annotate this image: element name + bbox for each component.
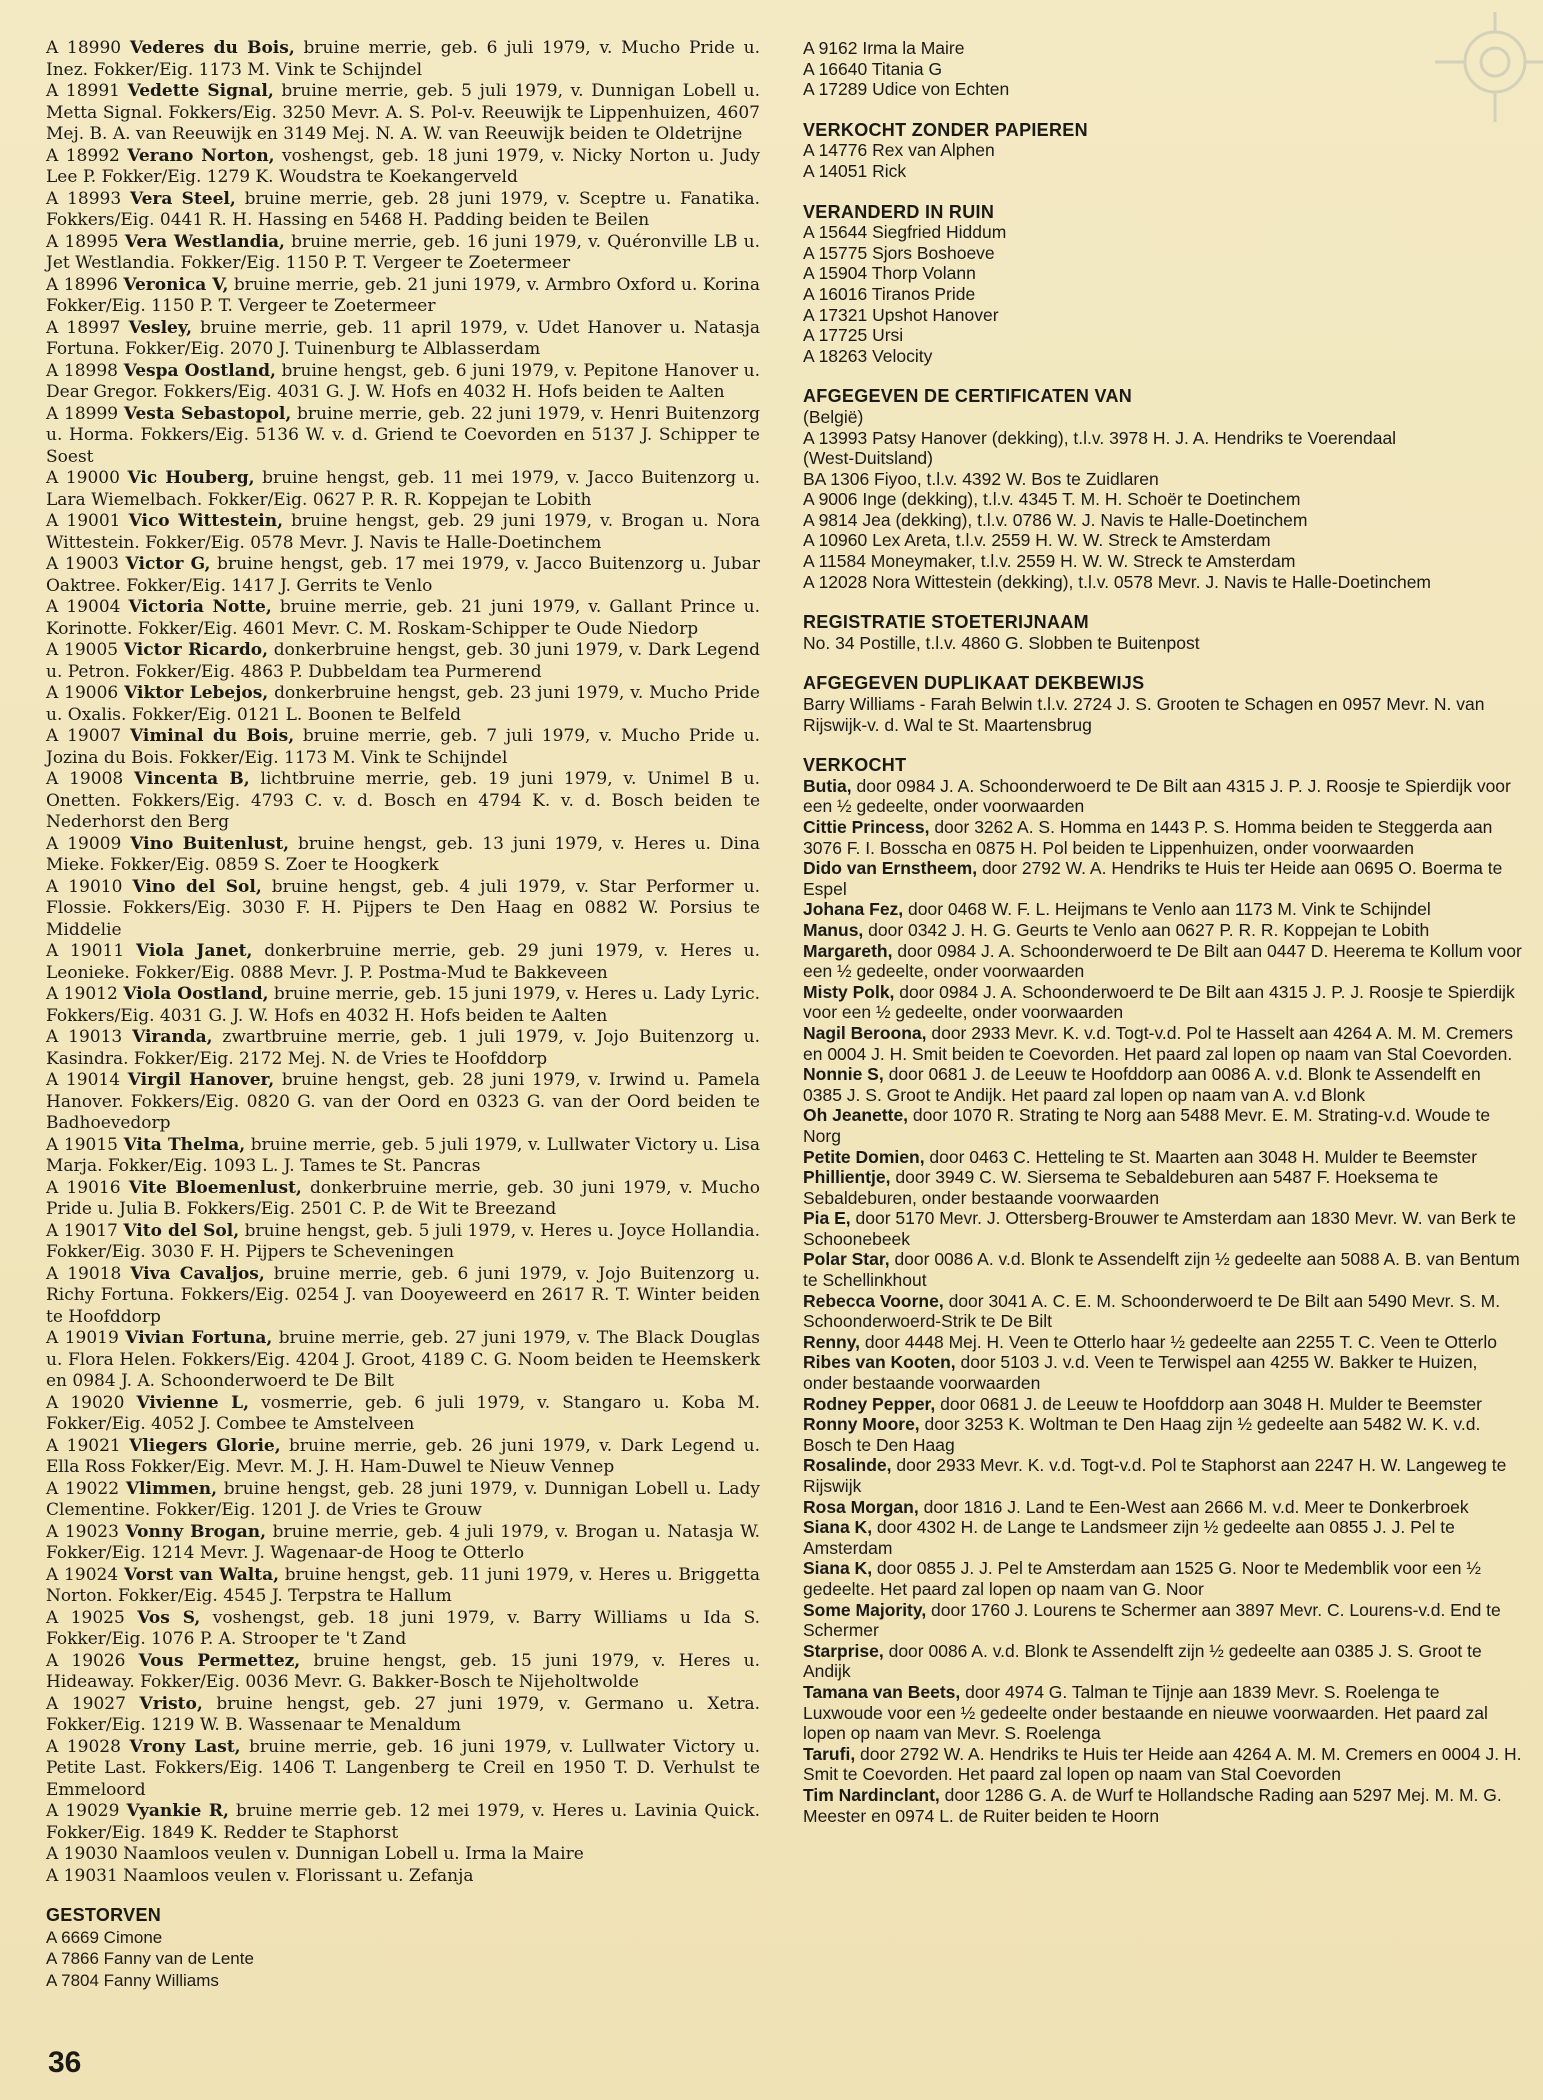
sale-entry [803, 1455, 1523, 1496]
certificaten-title: AFGEGEVEN DE CERTIFICATEN VAN [803, 386, 1133, 407]
sale-entry [803, 920, 1523, 941]
sale-details: door 2792 W. A. Hendriks te Huis ter Heide aan 0695 O. Boerma te Espel [803, 858, 1503, 899]
horse-name: Vino Buitenlust, [130, 833, 290, 854]
horse-name: Johana Fez, [803, 899, 904, 920]
registratie-title: REGISTRATIE STOETERIJNAAM [803, 612, 1089, 633]
sale-details: door 4448 Mej. H. Veen te Otterlo haar ½ gedeelte aan 2255 T. C. Veen te Otterlo [860, 1331, 1497, 1352]
horse-name: Misty Polk, [803, 981, 895, 1002]
registration-entry [46, 1866, 760, 1888]
registration-details: bruine hengst, geb. 13 juni 1979, v. Heres u. Dina Mieke. Fokker/Eig. 0859 S. Zoer te Hoogkerk [46, 833, 761, 875]
sale-details: door 0342 J. H. G. Geurts te Venlo aan 0627 P. R. R. Koppejan te Lobith [863, 919, 1430, 940]
registration-entry [46, 1264, 760, 1329]
sale-entry [803, 1517, 1523, 1558]
registration-details: bruine merrie, geb. 15 juni 1979, v. Heres u. Lady Lyric. Fokkers/Eig. 4031 G. J. W. Hofs en 4032 H. Hofs beiden te Aalten [46, 984, 761, 1026]
list-item: A 15644 Siegfried Hiddum [803, 222, 1007, 243]
list-item: A 17289 Udice von Echten [803, 79, 1010, 100]
sale-entry [803, 1291, 1523, 1332]
registration-number: A 19028 [46, 1736, 121, 1757]
registration-entry [46, 941, 760, 984]
list-item: A 6669 Cimone [46, 1927, 163, 1947]
verkocht-title: VERKOCHT [803, 755, 907, 776]
horse-name: Viminal du Bois, [129, 726, 295, 746]
registration-details: bruine hengst, geb. 29 juni 1979, v. Brogan u. Nora Wittestein. Fokker/Eig. 0578 Mevr. J. Navis te Halle-Doetinchem [46, 511, 760, 553]
registration-number: A 19020 [46, 1392, 125, 1413]
list-item: A 15904 Thorp Volann [803, 263, 976, 284]
registration-entry [46, 769, 760, 834]
sale-details: door 5103 J. v.d. Veen te Terwispel aan 4255 W. Bakker te Huizen, onder bestaande voorwaarden [803, 1352, 1478, 1394]
horse-name: Verano Norton, [127, 145, 275, 166]
registration-number: A 19024 [46, 1564, 119, 1585]
registration-entry [46, 554, 760, 597]
registration-entry [46, 683, 760, 726]
horse-name: Vyankie R, [126, 1801, 229, 1821]
list-item: A 16016 Tiranos Pride [803, 283, 976, 304]
horse-name: Some Majority, [803, 1599, 927, 1620]
sale-entry [803, 1641, 1523, 1682]
registration-number: A 19013 [46, 1027, 123, 1047]
registration-entry [46, 1522, 760, 1565]
registration-number: A 18991 [46, 81, 120, 101]
sale-entry [803, 982, 1523, 1023]
registration-entry [46, 597, 760, 640]
registration-details: bruine hengst, geb. 28 juni 1979, v. Irwind u. Pamela Hanover. Fokkers/Eig. 0820 G. van der Oord en 0323 G. van der Oord beiden te Badhoevedorp [46, 1070, 761, 1133]
horse-name: Vincenta B, [133, 769, 250, 789]
registration-entry [46, 1135, 760, 1178]
registration-number: A 19031 [46, 1865, 118, 1886]
sale-entry [803, 1208, 1523, 1249]
registration-number: A 19006 [46, 683, 119, 703]
registration-details: vosmerrie, geb. 6 juli 1979, v. Stangaro u. Koba M. Fokker/Eig. 4052 J. Combee te Amstelveen [46, 1392, 761, 1434]
registration-details: bruine hengst, geb. 6 juni 1979, v. Pepitone Hanover u. Dear Gregor. Fokkers/Eig. 4031 G. J. W. Hofs en 4032 H. Hofs beiden te Aalten [46, 360, 761, 402]
registration-number: A 18990 [46, 38, 122, 58]
sale-details: door 3262 A. S. Homma en 1443 P. S. Homma beiden te Steggerda aan 3076 F. I. Bosscha en 0875 H. Pol beiden te Lippenhuizen, onder voorwaarden [803, 817, 1493, 858]
registration-entry [46, 1737, 760, 1802]
horse-name: Nagil Beroona, [803, 1022, 927, 1043]
registration-number: A 19004 [46, 597, 121, 617]
registration-details: zwartbruine merrie, geb. 1 juli 1979, v. Jojo Buitenzorg u. Kasindra. Fokker/Eig. 2172 Mej. N. de Vries te Hoofddorp [46, 1027, 760, 1069]
sale-details: door 0086 A. v.d. Blonk te Assendelft zijn ½ gedeelte aan 5088 A. B. van Bentum te Schellinkhout [803, 1249, 1520, 1291]
registration-entry [46, 468, 760, 511]
horse-name: Vera Westlandia, [124, 231, 285, 252]
registration-entry [46, 1221, 760, 1264]
list-item: A 7804 Fanny Williams [46, 1970, 219, 1990]
sale-details: door 0086 A. v.d. Blonk te Assendelft zijn ½ gedeelte aan 0385 J. S. Groot te Andijk [803, 1640, 1482, 1682]
list-item: A 17321 Upshot Hanover [803, 304, 999, 325]
sale-details: door 0681 J. de Leeuw te Hoofddorp aan 3048 H. Mulder te Beemster [935, 1393, 1482, 1414]
registration-details: bruine merrie geb. 12 mei 1979, v. Heres u. Lavinia Quick. Fokker/Eig. 1849 K. Redder te Staphorst [46, 1801, 760, 1843]
list-item: A 11584 Moneymaker, t.l.v. 2559 H. W. W. Streck te Amsterdam [803, 551, 1296, 572]
sale-details: door 0855 J. J. Pel te Amsterdam aan 1525 G. Noor te Medemblik voor een ½ gedeelte. Het paard zal lopen op naam van G. Noor [803, 1558, 1481, 1599]
gestorven-section [46, 1905, 760, 1991]
sale-details: door 3253 K. Woltman te Den Haag zijn ½ gedeelte aan 5482 W. K. v.d. Bosch te Den Haag [803, 1414, 1481, 1455]
registration-entry [46, 1178, 760, 1221]
horse-name: Rosa Morgan, [803, 1496, 919, 1517]
registration-details: bruine hengst, geb. 17 mei 1979, v. Jacco Buitenzorg u. Jubar Oaktree. Fokker/Eig. 1417 J. Gerrits te Venlo [46, 554, 760, 596]
registration-details: bruine merrie, geb. 16 juni 1979, v. Lullwater Victory u. Petite Last. Fokkers/Eig. 1406 T. Langenberg te Creil en 1950 T. D. Verhulst te Emmeloord [46, 1736, 760, 1800]
sale-entry [803, 1332, 1523, 1353]
horse-name: Viola Oostland, [123, 984, 269, 1004]
horse-name: Cittie Princess, [803, 817, 930, 837]
horse-name: Renny, [803, 1331, 861, 1352]
registration-number: A 19021 [46, 1435, 121, 1456]
registration-number: A 19010 [46, 876, 123, 897]
horse-name: Tamana van Beets, [803, 1681, 961, 1702]
list-item: A 13993 Patsy Hanover (dekking), t.l.v. 3978 H. J. A. Hendriks te Voerendaal [803, 427, 1397, 448]
sale-details: door 3949 C. W. Siersema te Sebaldeburen aan 5487 F. Hoeksema te Sebaldeburen, onder bestaande voorwaarden [803, 1167, 1439, 1208]
horse-name: Victor Ricardo, [123, 640, 269, 660]
registration-entry [46, 726, 760, 769]
registration-entry [46, 38, 760, 81]
registration-entry [46, 1479, 760, 1522]
sale-details: door 0984 J. A. Schoonderwoerd te De Bilt aan 0447 D. Heerema te Kollum voor een ½ gedeelte, onder voorwaarden [803, 940, 1522, 982]
list-item: A 15775 Sjors Boshoeve [803, 242, 995, 263]
registration-details: bruine merrie, geb. 11 april 1979, v. Udet Hanover u. Natasja Fortuna. Fokker/Eig. 2070 J. Tuinenburg te Alblasserdam [46, 317, 760, 359]
registration-details: donkerbruine hengst, geb. 30 juni 1979, v. Dark Legend u. Petron. Fokker/Eig. 4863 P. Dubbeldam tea Purmerend [46, 640, 760, 682]
horse-name: Petite Domien, [803, 1146, 925, 1167]
list-item: A 17725 Ursi [803, 325, 904, 346]
registration-details: bruine merrie, geb. 22 juni 1979, v. Henri Buitenzorg u. Horma. Fokkers/Eig. 5136 W. v. d. Griend te Coevorden en 5137 J. Schipper te Soest [46, 403, 760, 467]
registration-details: bruine hengst, geb. 5 juli 1979, v. Heres u. Joyce Hollandia. Fokker/Eig. 3030 F. H. Pijpers te Scheveningen [46, 1220, 761, 1262]
horse-name: Vedette Signal, [127, 81, 274, 101]
registration-entry [46, 232, 760, 275]
registration-number: A 19012 [46, 984, 118, 1004]
sale-entry [803, 817, 1523, 858]
sale-entry [803, 941, 1523, 982]
sale-entry [803, 1249, 1523, 1290]
verkocht-zonder-list [803, 140, 1523, 181]
sale-entry [803, 1147, 1523, 1168]
list-item: A 9006 Inge (dekking), t.l.v. 4345 T. M. H. Schoër te Doetinchem [803, 489, 1301, 510]
horse-name: Viva Cavaljos, [130, 1263, 265, 1284]
sale-details: door 4974 G. Talman te Tijnje aan 1839 Mevr. S. Roelenga te Luxwoude voor een ½ gedeelte onder bestaande en nieuwe voorwaarden. Het paard zal lopen op naam van Mevr. S. Roelenga [803, 1681, 1488, 1744]
registration-details: bruine merrie, geb. 7 juli 1979, v. Mucho Pride u. Jozina du Bois. Fokker/Eig. 1173 M. Vink te Schijndel [46, 726, 760, 768]
horse-name: Vito del Sol, [123, 1220, 240, 1241]
registration-details: bruine merrie, geb. 6 juni 1979, v. Jojo Buitenzorg u. Richy Fortuna. Fokkers/Eig. 0254 J. van Dooyeweerd en 2617 R. T. Winter beiden te Hoofddorp [46, 1263, 761, 1327]
sale-details: door 2792 W. A. Hendriks te Huis ter Heide aan 4264 A. M. M. Cremers en 0004 J. H. Smit te Coevorden. Het paard zal lopen op naam van Stal Coevorden [803, 1743, 1522, 1785]
registration-details: bruine merrie, geb. 28 juni 1979, v. Sceptre u. Fanatika. Fokkers/Eig. 0441 R. H. Hassing en 5468 H. Padding beiden te Beilen [46, 188, 760, 230]
registratie-list [803, 633, 1523, 654]
certificaten-list [803, 407, 1523, 592]
registration-number: A 19009 [46, 833, 122, 854]
list-item: (West-Duitsland) [803, 448, 933, 469]
registration-number: A 19019 [46, 1328, 119, 1348]
horse-name: Oh Jeanette, [803, 1105, 909, 1126]
horse-name: Vliegers Glorie, [129, 1435, 281, 1456]
registration-entry [46, 318, 760, 361]
registration-number: A 19000 [46, 468, 120, 488]
registration-details: donkerbruine merrie, geb. 29 juni 1979, v. Heres u. Leonieke. Fokker/Eig. 0888 Mevr. J. P. Postma-Mud te Bakkeveen [46, 941, 761, 983]
registration-entry [46, 275, 760, 318]
continued-list [803, 38, 1523, 100]
veranderd-section [803, 202, 1523, 367]
horse-name: Pia E, [803, 1208, 851, 1229]
horse-name: Vristo, [139, 1693, 203, 1714]
registration-number: A 18995 [46, 231, 119, 252]
registration-entry [46, 361, 760, 404]
horse-name: Viktor Lebejos, [124, 683, 269, 703]
registration-number: A 19022 [46, 1478, 120, 1499]
left-column [46, 38, 760, 1991]
registration-details: bruine hengst, geb. 28 juni 1979, v. Dunnigan Lobell u. Lady Clementine. Fokker/Eig. 1201 J. de Vries te Grouw [46, 1478, 761, 1520]
verkocht-section [803, 755, 1523, 1826]
horse-name: Siana K, [803, 1517, 873, 1538]
sale-entry [803, 1682, 1523, 1744]
list-item: A 10960 Lex Areta, t.l.v. 2559 H. W. W. Streck te Amsterdam [803, 530, 1271, 551]
registration-details: donkerbruine hengst, geb. 23 juni 1979, v. Mucho Pride u. Oxalis. Fokker/Eig. 0121 L. Boonen te Belfeld [46, 683, 760, 725]
registration-details: bruine merrie, geb. 21 juni 1979, v. Armbro Oxford u. Korina Fokker/Eig. 1150 P. T. Vergeer te Zoetermeer [46, 274, 761, 316]
registration-number: A 19030 [46, 1844, 118, 1864]
registration-entry [46, 984, 760, 1027]
registration-details: Naamloos veulen v. Dunnigan Lobell u. Irma la Maire [123, 1844, 584, 1864]
horse-name: Vos S, [137, 1607, 201, 1628]
registrations-list [46, 38, 760, 1887]
registration-entry [46, 1608, 760, 1651]
registration-number: A 19011 [46, 941, 125, 961]
list-item: (België) [803, 406, 864, 427]
horse-name: Vonny Brogan, [125, 1521, 267, 1542]
sale-entry [803, 1023, 1523, 1064]
sale-entry [803, 1744, 1523, 1785]
horse-name: Vino del Sol, [132, 876, 262, 897]
registration-number: A 19026 [46, 1650, 126, 1671]
sale-details: door 4302 H. de Lange te Landsmeer zijn ½ gedeelte aan 0855 J. J. Pel te Amsterdam [803, 1517, 1455, 1558]
registration-entry [46, 1565, 760, 1608]
registration-details: bruine hengst, geb. 4 juli 1979, v. Star Performer u. Flossie. Fokkers/Eig. 3030 F. H. Pijpers te Den Haag en 0882 W. Porsius te Middelie [46, 876, 761, 940]
list-item: BA 1306 Fiyoo, t.l.v. 4392 W. Bos te Zuidlaren [803, 468, 1159, 489]
registration-details: Naamloos veulen v. Florissant u. Zefanja [123, 1865, 474, 1886]
registration-number: A 19003 [46, 554, 119, 574]
horse-name: Vesley, [128, 317, 193, 338]
registration-entry [46, 877, 760, 942]
sale-details: door 1070 R. Strating te Norg aan 5488 Mevr. E. M. Strating-v.d. Woude te Norg [803, 1105, 1491, 1146]
registration-entry [46, 640, 760, 683]
registration-entry [46, 1328, 760, 1393]
registration-entry [46, 1436, 760, 1479]
horse-name: Vespa Oostland, [123, 360, 276, 381]
sale-entry [803, 1558, 1523, 1599]
horse-name: Virgil Hanover, [127, 1070, 275, 1090]
registration-number: A 18996 [46, 274, 118, 295]
registration-entry [46, 81, 760, 146]
registration-number: A 19029 [46, 1801, 120, 1821]
registration-entry [46, 1651, 760, 1694]
sale-entry [803, 1064, 1523, 1105]
registration-details: donkerbruine merrie, geb. 30 juni 1979, v. Mucho Pride u. Julia B. Fokkers/Eig. 2501 C. P. de Wit te Breezand [46, 1177, 760, 1219]
sale-entry [803, 1352, 1523, 1393]
page-number: 36 [48, 2046, 82, 2079]
list-item: A 18263 Velocity [803, 345, 933, 366]
horse-name: Tarufi, [803, 1743, 856, 1764]
registration-number: A 19018 [46, 1263, 122, 1284]
sale-entry [803, 899, 1523, 920]
duplikaat-title: AFGEGEVEN DUPLIKAAT DEKBEWIJS [803, 673, 1145, 694]
list-item: A 16640 Titania G [803, 58, 943, 79]
registration-entry [46, 1393, 760, 1436]
horse-name: Vic Houberg, [127, 468, 255, 488]
registration-details: bruine merrie, geb. 6 juli 1979, v. Mucho Pride u. Inez. Fokker/Eig. 1173 M. Vink te Schijndel [46, 38, 761, 80]
horse-name: Rosalinde, [803, 1455, 892, 1476]
sale-entry [803, 1414, 1523, 1455]
registration-number: A 18999 [46, 403, 119, 424]
registration-details: bruine hengst, geb. 15 juni 1979, v. Heres u. Hideaway. Fokker/Eig. 0036 Mevr. G. Bakker-Bosch te Nijeholtwolde [46, 1650, 760, 1692]
horse-name: Vorst van Walta, [123, 1564, 280, 1585]
registration-number: A 19015 [46, 1134, 118, 1155]
registration-number: A 19008 [46, 769, 124, 789]
sale-details: door 1760 J. Lourens te Schermer aan 3897 Mevr. C. Lourens-v.d. End te Schermer [803, 1599, 1501, 1641]
horse-name: Ribes van Kooten, [803, 1352, 956, 1373]
sale-details: door 2933 Mevr. K. v.d. Togt-v.d. Pol te Staphorst aan 2247 H. W. Langeweg te Rijswijk [803, 1455, 1507, 1496]
sale-details: door 0463 C. Hetteling te St. Maarten aan 3048 H. Mulder te Beemster [924, 1146, 1478, 1167]
registration-details: bruine merrie, geb. 26 juni 1979, v. Dark Legend u. Ella Ross Fokker/Eig. Mevr. M. J. H. Ham-Duwel te Nieuw Vennep [46, 1435, 760, 1477]
registration-number: A 18997 [46, 317, 121, 338]
sale-entry [803, 1497, 1523, 1518]
registration-details: bruine hengst, geb. 11 juni 1979, v. Heres u. Briggetta Norton. Fokker/Eig. 4545 J. Terpstra te Hallum [46, 1564, 761, 1606]
horse-name: Starprise, [803, 1640, 884, 1661]
list-item: A 12028 Nora Wittestein (dekking), t.l.v. 0578 Mevr. J. Navis te Halle-Doetinchem [803, 571, 1432, 592]
horse-name: Vrony Last, [129, 1736, 241, 1757]
sale-entry [803, 776, 1523, 817]
sale-details: door 0468 W. F. L. Heijmans te Venlo aan 1173 M. Vink te Schijndel [903, 899, 1431, 920]
registration-number: A 19023 [46, 1521, 119, 1542]
horse-name: Vous Permettez, [138, 1650, 301, 1671]
horse-name: Victoria Notte, [128, 597, 272, 617]
horse-name: Vera Steel, [129, 188, 236, 209]
sale-details: door 0681 J. de Leeuw te Hoofddorp aan 0086 A. v.d. Blonk te Assendelft en 0385 J. S. Groot te Andijk. Het paard zal lopen op naam van A. v.d Blonk [803, 1064, 1481, 1105]
sale-details: door 2933 Mevr. K. v.d. Togt-v.d. Pol te Hasselt aan 4264 A. M. M. Cremers en 0004 J. H. Smit beiden te Coevorden. Het paard zal lopen op naam van Stal Coevorden. [803, 1022, 1514, 1064]
duplikaat-list [803, 694, 1523, 735]
horse-name: Siana K, [803, 1558, 873, 1579]
registration-details: bruine hengst, geb. 27 juni 1979, v. Germano u. Xetra. Fokker/Eig. 1219 W. B. Wassenaar te Menaldum [46, 1693, 760, 1735]
registration-number: A 18993 [46, 188, 122, 209]
registration-entry [46, 1027, 760, 1070]
list-item: No. 34 Postille, t.l.v. 4860 G. Slobben te Buitenpost [803, 632, 1200, 653]
horse-name: Manus, [803, 919, 864, 940]
horse-name: Vesta Sebastopol, [123, 403, 292, 424]
horse-name: Nonnie S, [803, 1064, 884, 1085]
horse-name: Butia, [803, 775, 852, 796]
registration-entry [46, 1694, 760, 1737]
registratie-section [803, 612, 1523, 653]
horse-name: Viola Janet, [135, 941, 253, 961]
registration-number: A 19014 [46, 1070, 121, 1090]
verkocht-zonder-section [803, 120, 1523, 182]
gestorven-title: GESTORVEN [46, 1905, 162, 1925]
horse-name: Polar Star, [803, 1249, 890, 1270]
registration-number: A 19025 [46, 1607, 125, 1628]
horse-name: Vita Thelma, [123, 1134, 246, 1155]
sale-details: door 0984 J. A. Schoonderwoerd te De Bilt aan 4315 J. P. J. Roosje te Spierdijk voor een ½ gedeelte, onder voorwaarden [803, 775, 1511, 817]
horse-name: Dido van Ernstheem, [803, 858, 978, 879]
horse-name: Viranda, [132, 1027, 213, 1047]
sale-entry [803, 858, 1523, 899]
registration-entry [46, 834, 760, 877]
registration-entry [46, 511, 760, 554]
sale-details: door 0984 J. A. Schoonderwoerd te De Bilt aan 4315 J. P. J. Roosje te Spierdijk voor een ½ gedeelte, onder voorwaarden [803, 981, 1515, 1023]
list-item: A 9162 Irma la Maire [803, 38, 965, 58]
horse-name: Margareth, [803, 940, 893, 961]
horse-name: Vico Wittestein, [128, 511, 284, 531]
sale-details: door 3041 A. C. E. M. Schoonderwoerd te De Bilt aan 5490 Mevr. S. M. Schoonderwoerd-Strik te De Bilt [803, 1290, 1501, 1332]
registration-entry [46, 404, 760, 469]
horse-name: Vlimmen, [125, 1478, 218, 1499]
registration-entry [46, 146, 760, 189]
registration-number: A 19027 [46, 1693, 126, 1714]
sale-entry [803, 1167, 1523, 1208]
list-item: A 7866 Fanny van de Lente [46, 1949, 254, 1968]
horse-name: Vivian Fortuna, [125, 1328, 273, 1348]
horse-name: Vederes du Bois, [129, 38, 295, 58]
horse-name: Vite Bloemenlust, [128, 1177, 302, 1198]
registration-number: A 19005 [46, 640, 119, 660]
registration-details: bruine merrie, geb. 16 juni 1979, v. Quéronville LB u. Jet Westlandia. Fokker/Eig. 1150 P. T. Vergeer te Zoetermeer [46, 231, 760, 273]
registration-entry [46, 1844, 760, 1866]
registration-number: A 19001 [46, 511, 121, 531]
sale-entry [803, 1785, 1523, 1826]
registration-details: bruine merrie, geb. 21 juni 1979, v. Gallant Prince u. Korinotte. Fokker/Eig. 4601 Mevr. C. M. Roskam-Schipper te Oude Niedorp [46, 597, 760, 639]
horse-name: Phillientje, [803, 1167, 891, 1188]
registration-number: A 19017 [46, 1220, 118, 1241]
sale-entry [803, 1600, 1523, 1641]
registration-details: lichtbruine merrie, geb. 19 juni 1979, v. Unimel B u. Onetten. Fokkers/Eig. 4793 C. v. d. Bosch en 4794 K. v. d. Bosch beiden te Nederhorst den Berg [46, 769, 760, 832]
horse-name: Ronny Moore, [803, 1414, 920, 1435]
verkocht-zonder-title: VERKOCHT ZONDER PAPIEREN [803, 119, 1088, 140]
horse-name: Tim Nardinclant, [803, 1784, 940, 1805]
registration-number: A 18992 [46, 145, 120, 166]
list-item: A 14051 Rick [803, 160, 907, 181]
sale-details: door 1816 J. Land te Een-West aan 2666 M. v.d. Meer te Donkerbroek [918, 1496, 1469, 1517]
registration-details: voshengst, geb. 18 juni 1979, v. Barry Williams u Ida S. Fokker/Eig. 1076 P. A. Strooper te 't Zand [46, 1607, 761, 1649]
registration-details: voshengst, geb. 18 juni 1979, v. Nicky Norton u. Judy Lee P. Fokker/Eig. 1279 K. Woudstra te Koekangerveld [46, 145, 761, 187]
list-item: A 9814 Jea (dekking), t.l.v. 0786 W. J. Navis te Halle-Doetinchem [803, 509, 1308, 530]
horse-name: Rodney Pepper, [803, 1393, 936, 1414]
registration-details: bruine merrie, geb. 5 juli 1979, v. Lullwater Victory u. Lisa Marja. Fokker/Eig. 1093 L. J. Tames te St. Pancras [46, 1134, 761, 1176]
veranderd-list [803, 222, 1523, 366]
certificaten-section [803, 386, 1523, 592]
duplikaat-section [803, 673, 1523, 735]
horse-name: Veronica V, [123, 274, 229, 295]
sale-entry [803, 1394, 1523, 1415]
gestorven-list [46, 1927, 760, 1992]
sale-entry [803, 1105, 1523, 1146]
sale-details: door 1286 G. A. de Wurf te Hollandsche Rading aan 5297 Mej. M. M. G. Meester en 0974 L. de Ruiter beiden te Hoorn [803, 1784, 1502, 1826]
horse-name: Vivienne L, [136, 1392, 250, 1413]
registration-details: bruine merrie, geb. 4 juli 1979, v. Brogan u. Natasja W. Fokker/Eig. 1214 Mevr. J. Wagenaar-de Hoog te Otterlo [46, 1521, 760, 1563]
right-column [803, 38, 1523, 1846]
registration-number: A 18998 [46, 360, 118, 381]
registration-entry [46, 1070, 760, 1135]
list-item: Barry Williams - Farah Belwin t.l.v. 2724 J. S. Grooten te Schagen en 0957 Mevr. N. van Rijswijk-v. d. Wal te St. Maartensbrug [803, 694, 1485, 735]
registration-details: bruine merrie, geb. 27 juni 1979, v. The Black Douglas u. Flora Helen. Fokkers/Eig. 4204 J. Groot, 4189 C. G. Noom beiden te Heemskerk en 0984 J. A. Schoonderwoerd te De Bilt [46, 1328, 760, 1391]
registration-details: bruine hengst, geb. 11 mei 1979, v. Jacco Buitenzorg u. Lara Wiemelbach. Fokker/Eig. 0627 P. R. R. Koppejan te Lobith [46, 468, 761, 510]
veranderd-title: VERANDERD IN RUIN [803, 201, 995, 222]
horse-name: Victor G, [125, 554, 211, 574]
registration-number: A 19007 [46, 726, 122, 746]
verkocht-list [803, 776, 1523, 1826]
registration-entry [46, 189, 760, 232]
list-item: A 14776 Rex van Alphen [803, 140, 995, 161]
registration-number: A 19016 [46, 1177, 121, 1198]
horse-name: Rebecca Voorne, [803, 1290, 944, 1311]
registration-entry [46, 1801, 760, 1844]
sale-details: door 5170 Mevr. J. Ottersberg-Brouwer te Amsterdam aan 1830 Mevr. W. van Berk te Schoonebeek [803, 1208, 1516, 1249]
registration-details: bruine merrie, geb. 5 juli 1979, v. Dunnigan Lobell u. Metta Signal. Fokkers/Eig. 3250 Mevr. A. S. Pol-v. Reeuwijk te Lippenhuizen, 4607 Mej. B. A. van Reeuwijk en 3149 Mej. N. A. W. van Reeuwijk beiden te Oldetrijne [46, 81, 760, 144]
